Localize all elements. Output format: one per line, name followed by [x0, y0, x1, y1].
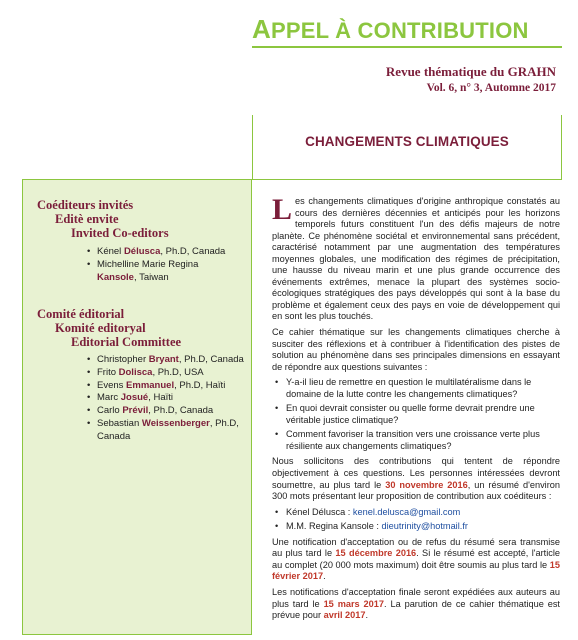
volume-info: Vol. 6, n° 3, Automne 2017 — [426, 82, 556, 94]
intro-paragraph: Les changements climatiques d'origine anthropique constatés au cours des dernières décennies et anticipés pour les horizons temporels futurs constituent l'un des défis majeurs de notre planète. Ce phénomène sociétal et environnemental sans précédent, caractérisé notamment par une augmentation des températures moyennes globales, une modification des régimes de précipitation, une hausse du niveau marin et une plus grande occurrence des événements extrêmes, menace la plupart des systèmes socio-écologiques stratégiques des pays développés qui sont à la base du problème et également ceux des pays en voie de développement qui en sont les plus touchés. — [272, 193, 560, 322]
notification-date: 15 décembre 2016 — [335, 548, 417, 559]
questions-list — [272, 377, 560, 452]
email-link[interactable]: kenel.delusca@gmail.com — [352, 506, 461, 517]
person-surname: Délusca — [123, 246, 161, 257]
sidebar — [22, 180, 252, 635]
submission-paragraph: Nous sollicitons des contributions qui tentent de répondre objectivement à ces questions. Les personnes intéressées devront soumettre, au plus tard le 30 novembre 2016, un résumé d'environ 300 mots présentant leur proposition de contribution aux coéditeurs : — [272, 456, 560, 502]
journal-name: Revue thématique du GRAHN — [385, 64, 556, 79]
committee-list — [87, 354, 252, 444]
contact-item: • M.M. Regina Kansole : dieutrinity@hotmail.fr — [272, 521, 560, 533]
page-title: APPEL À CONTRIBUTION — [252, 14, 529, 44]
question-item: • Y-a-il lieu de remettre en question le multilatéralisme dans le domaine de la lutte contre les changements climatiques? — [272, 377, 560, 400]
header-rule — [252, 46, 562, 48]
purpose-paragraph: Ce cahier thématique sur les changements climatiques cherche à susciter des réflexions et à contribuer à l'identification des pistes de solution au phénomène dans ses principales dimensions en essayant de répondre aux questions suivantes : — [272, 327, 560, 372]
final-notification-date: 15 mars 2017 — [323, 598, 384, 609]
submission-deadline: 30 novembre 2016 — [385, 479, 468, 490]
theme-box — [252, 115, 562, 180]
question-item: • En quoi devrait consister ou quelle forme devrait prendre une véritable justice climatique? — [272, 403, 560, 426]
coeditors-heading-ht: Editè envite — [55, 212, 119, 226]
publication-date: avril 2017 — [323, 610, 366, 621]
person-item: • Sebastian Weissenberger, Ph.D, Canada — [87, 418, 252, 444]
committee-heading-ht: Komité editoryal — [55, 321, 146, 335]
person-item: • Evens Emmanuel, Ph.D, Haïti — [87, 380, 252, 393]
person-surname: Prévil — [122, 405, 149, 417]
drop-cap: L — [272, 193, 293, 226]
person-surname: Kansole — [97, 271, 134, 283]
person-item: • Christopher Bryant, Ph.D, Canada — [87, 354, 252, 367]
person-item: • Carlo Prévil, Ph.D, Canada — [87, 405, 252, 418]
article-deadline: 15 février 2017 — [272, 559, 560, 582]
person-item: • Frito Dolisca, Ph.D, USA — [87, 367, 252, 380]
question-item: • Comment favoriser la transition vers une croissance verte plus résiliente aux changements climatiques? — [272, 429, 560, 452]
contact-item: • Kénel Délusca : kenel.delusca@gmail.com — [272, 507, 560, 519]
person-surname: Emmanuel — [126, 379, 175, 391]
committee-heading-fr: Comité éditorial — [37, 307, 125, 321]
person-surname: Weissenberger — [141, 417, 210, 429]
article-body — [272, 193, 560, 626]
person-surname: Bryant — [148, 354, 179, 365]
notification-paragraph: Une notification d'acceptation ou de refus du résumé sera transmise au plus tard le 15 décembre 2016. Si le résumé est accepté, l'article au complet (20 000 mots maximum) doit être soumis au plus tard le 15 février 2017. — [272, 536, 560, 582]
person-item: • Marc Josué, Haïti — [87, 392, 252, 405]
person-surname: Josué — [120, 392, 149, 404]
final-paragraph: Les notifications d'acceptation finale seront expédiées aux auteurs au plus tard le 15 mars 2017. La parution de ce cahier thématique est prévue pour avril 2017. — [272, 586, 560, 621]
coeditors-heading-en: Invited Co-editors — [71, 226, 169, 240]
theme-title: CHANGEMENTS CLIMATIQUES — [305, 134, 509, 149]
committee-heading-en: Editorial Committee — [71, 335, 182, 349]
person-surname: Dolisca — [118, 366, 153, 378]
coeditors-list — [87, 246, 237, 284]
person-item: • Kénel Délusca, Ph.D, Canada — [87, 246, 237, 259]
email-link[interactable]: dieutrinity@hotmail.fr — [381, 521, 468, 532]
person-item: • Michelline Marie Regina Kansole, Taiwan — [87, 259, 237, 285]
coeditors-heading-fr: Coéditeurs invités — [37, 198, 134, 212]
contacts-list — [272, 507, 560, 533]
